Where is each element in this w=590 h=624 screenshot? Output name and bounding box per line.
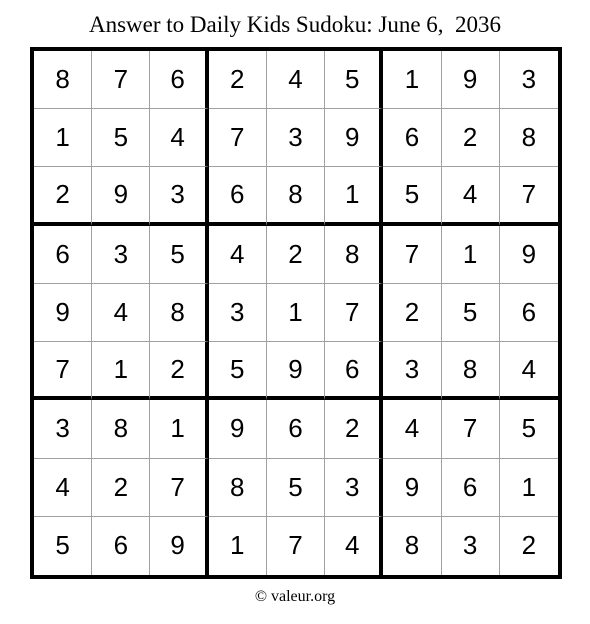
sudoku-cell: 8 <box>442 342 500 400</box>
sudoku-cell: 1 <box>442 226 500 284</box>
sudoku-cell: 4 <box>442 167 500 225</box>
sudoku-cell: 7 <box>267 517 325 575</box>
sudoku-cell: 9 <box>150 517 208 575</box>
sudoku-cell: 5 <box>500 400 558 458</box>
sudoku-cell: 5 <box>34 517 92 575</box>
sudoku-cell: 9 <box>92 167 150 225</box>
sudoku-cell: 3 <box>150 167 208 225</box>
sudoku-cell: 4 <box>267 51 325 109</box>
sudoku-cell: 3 <box>209 284 267 342</box>
sudoku-cell: 1 <box>150 400 208 458</box>
sudoku-cell: 6 <box>92 517 150 575</box>
sudoku-cell: 7 <box>150 459 208 517</box>
sudoku-cell: 2 <box>383 284 441 342</box>
sudoku-cell: 2 <box>150 342 208 400</box>
sudoku-cell: 9 <box>34 284 92 342</box>
sudoku-cell: 5 <box>150 226 208 284</box>
sudoku-cell: 1 <box>267 284 325 342</box>
sudoku-cell: 3 <box>500 51 558 109</box>
sudoku-cell: 4 <box>92 284 150 342</box>
sudoku-cell: 9 <box>383 459 441 517</box>
sudoku-cell: 4 <box>500 342 558 400</box>
sudoku-cell: 8 <box>150 284 208 342</box>
sudoku-cell: 6 <box>325 342 383 400</box>
sudoku-cell: 3 <box>92 226 150 284</box>
copyright-footer: © valeur.org <box>254 588 336 605</box>
sudoku-cell: 5 <box>383 167 441 225</box>
sudoku-cell: 3 <box>325 459 383 517</box>
sudoku-cell: 9 <box>267 342 325 400</box>
sudoku-cell: 8 <box>383 517 441 575</box>
sudoku-cell: 7 <box>500 167 558 225</box>
sudoku-cell: 3 <box>442 517 500 575</box>
sudoku-cell: 6 <box>150 51 208 109</box>
sudoku-cell: 6 <box>383 109 441 167</box>
sudoku-cell: 4 <box>34 459 92 517</box>
sudoku-cell: 7 <box>209 109 267 167</box>
sudoku-cell: 5 <box>442 284 500 342</box>
sudoku-cell: 5 <box>325 51 383 109</box>
sudoku-cell: 5 <box>267 459 325 517</box>
sudoku-cell: 1 <box>325 167 383 225</box>
sudoku-cell: 8 <box>34 51 92 109</box>
sudoku-cell: 5 <box>209 342 267 400</box>
sudoku-cell: 7 <box>383 226 441 284</box>
sudoku-cell: 3 <box>267 109 325 167</box>
sudoku-cell: 9 <box>325 109 383 167</box>
sudoku-cell: 6 <box>500 284 558 342</box>
sudoku-cell: 9 <box>500 226 558 284</box>
sudoku-cell: 6 <box>267 400 325 458</box>
sudoku-cell: 7 <box>92 51 150 109</box>
sudoku-cell: 8 <box>92 400 150 458</box>
sudoku-cell: 7 <box>442 400 500 458</box>
sudoku-cell: 2 <box>34 167 92 225</box>
sudoku-cell: 4 <box>383 400 441 458</box>
sudoku-cell: 3 <box>34 400 92 458</box>
sudoku-cell: 1 <box>34 109 92 167</box>
sudoku-cell: 1 <box>500 459 558 517</box>
sudoku-cell: 8 <box>325 226 383 284</box>
sudoku-cell: 9 <box>442 51 500 109</box>
sudoku-cell: 8 <box>500 109 558 167</box>
sudoku-cell: 6 <box>209 167 267 225</box>
sudoku-cell: 8 <box>267 167 325 225</box>
sudoku-cell: 7 <box>325 284 383 342</box>
sudoku-cell: 6 <box>34 226 92 284</box>
sudoku-cell: 4 <box>325 517 383 575</box>
sudoku-cell: 8 <box>209 459 267 517</box>
page-title: Answer to Daily Kids Sudoku: June 6, 2036 <box>88 12 502 37</box>
sudoku-cell: 2 <box>267 226 325 284</box>
sudoku-cell: 5 <box>92 109 150 167</box>
sudoku-cell: 2 <box>521 530 537 561</box>
sudoku-cell: 1 <box>92 342 150 400</box>
sudoku-cell: 6 <box>442 459 500 517</box>
sudoku-cell: 4 <box>209 226 267 284</box>
sudoku-cell: 4 <box>150 109 208 167</box>
sudoku-board <box>30 47 562 579</box>
sudoku-cell: 1 <box>209 517 267 575</box>
sudoku-cell: 1 <box>383 51 441 109</box>
sudoku-cell: 2 <box>92 459 150 517</box>
sudoku-cell: 2 <box>209 51 267 109</box>
sudoku-cell: 2 <box>442 109 500 167</box>
sudoku-cell: 3 <box>383 342 441 400</box>
sudoku-cell: 9 <box>209 400 267 458</box>
sudoku-cell: 7 <box>34 342 92 400</box>
sudoku-cell: 2 <box>325 400 383 458</box>
